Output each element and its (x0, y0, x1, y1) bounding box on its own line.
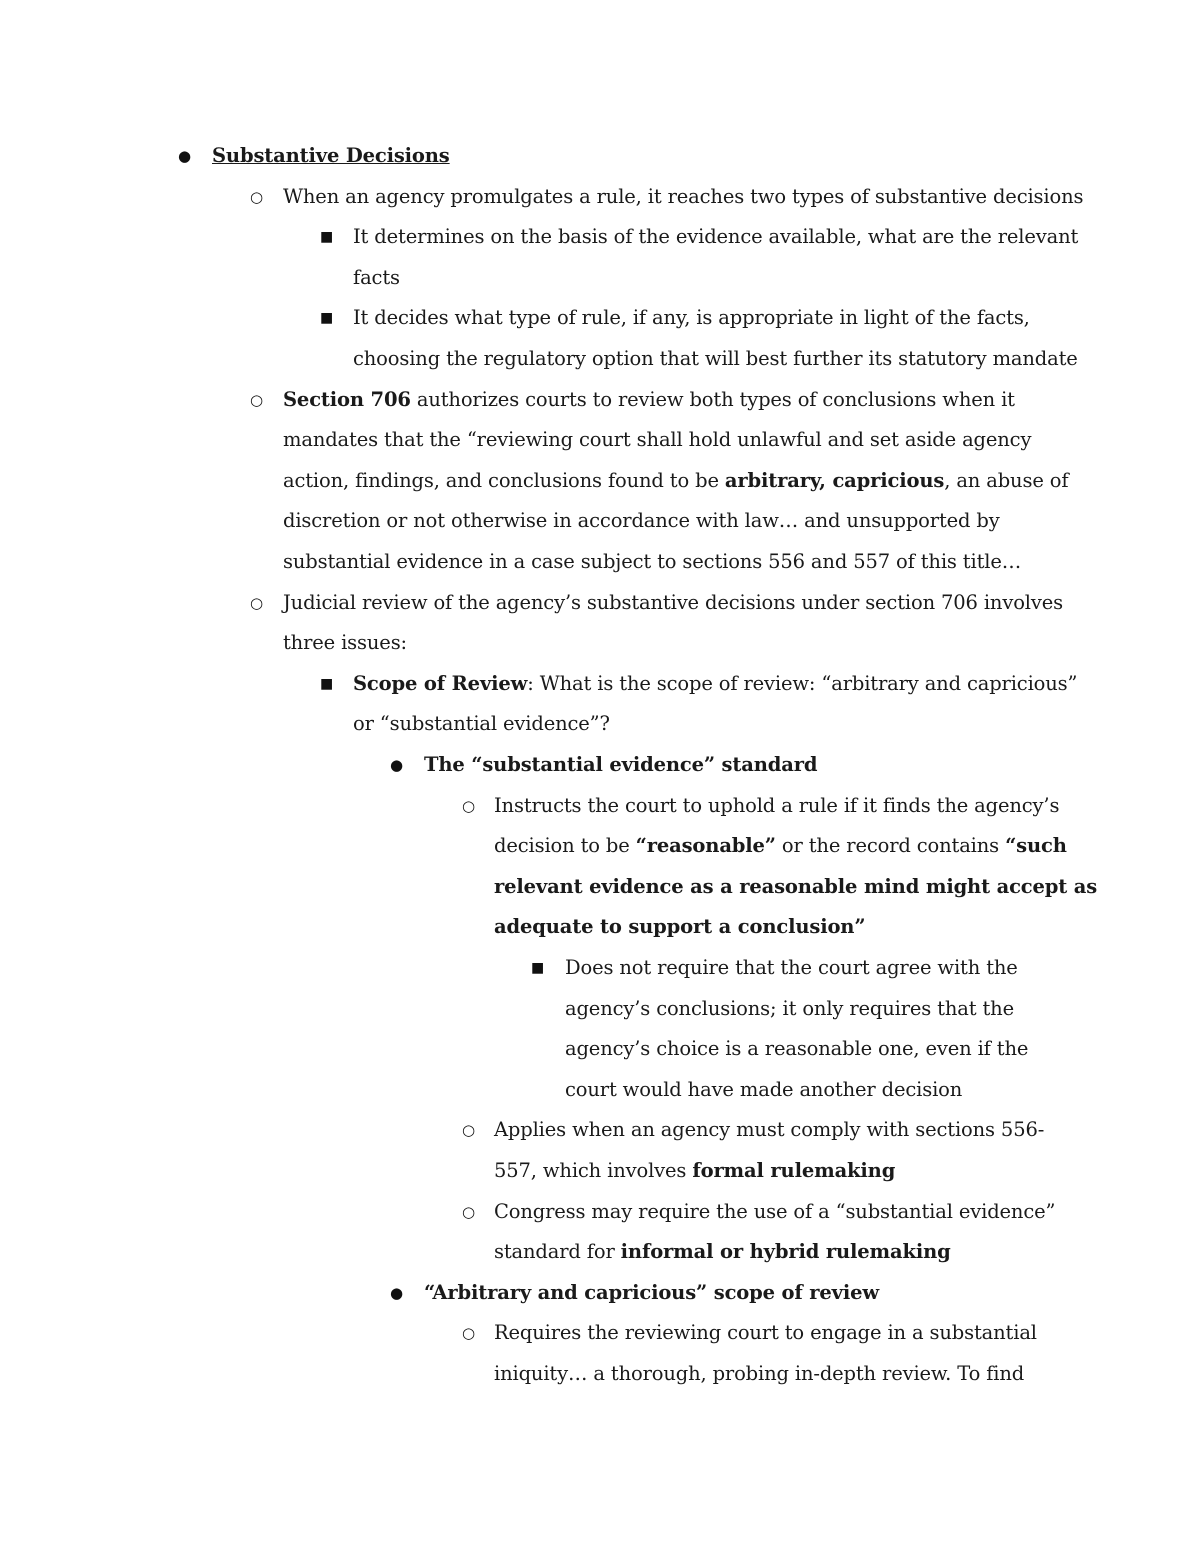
bold-text: adequate to support a conclusion” (494, 915, 866, 939)
outline-line (283, 177, 1083, 218)
line-text: substantial evidence in a case subject to sections 556 and 557 of this title… (283, 550, 1022, 573)
outline-line (494, 1313, 1037, 1354)
line-text: or the record contains (775, 834, 1006, 858)
outline-line (494, 867, 1097, 908)
outline-line (283, 461, 1068, 502)
outline-line (494, 1110, 1044, 1151)
line-text: Instructs the court to uphold a rule if it finds the agency’s (494, 793, 1060, 817)
disc-bullet-icon: ● (390, 756, 404, 774)
line-text: , an abuse of (944, 468, 1069, 492)
disc-bullet-icon: ● (390, 1283, 404, 1302)
line-text: Does not require that the court agree with the (565, 956, 1018, 979)
outline-line (283, 501, 1000, 542)
outline-line (565, 989, 1014, 1030)
outline-line (424, 745, 817, 786)
line-text: standard for (494, 1240, 621, 1264)
outline-line (283, 623, 407, 664)
outline-line (353, 298, 1030, 339)
line-text: 557, which involves (494, 1159, 693, 1182)
line-text: agency’s choice is a reasonable one, even if the (565, 1037, 1029, 1061)
outline-line (565, 1029, 1028, 1070)
outline-line (212, 136, 450, 177)
line-text: It determines on the basis of the evidence available, what are the relevant (353, 225, 1079, 249)
circle-bullet-icon: ○ (250, 187, 264, 206)
square-bullet-icon: ■ (320, 229, 334, 246)
bold-text: “such (1005, 834, 1067, 858)
line-text: facts (353, 265, 400, 289)
line-text: Judicial review of the agency’s substantive decisions under section 706 involves (283, 590, 1063, 614)
outline-line (353, 258, 400, 299)
bold-text: Scope of Review (353, 671, 528, 695)
line-text: Requires the reviewing court to engage in a substantial (494, 1321, 1037, 1345)
line-text: three issues: (283, 631, 407, 655)
line-text: It decides what type of rule, if any, is appropriate in light of the facts, (353, 306, 1030, 330)
outline-line (353, 339, 1078, 380)
outline-line (565, 1070, 962, 1111)
line-text: or “substantial evidence”? (353, 712, 610, 736)
bold-text: “reasonable” (635, 834, 776, 858)
bold-text: informal or hybrid rulemaking (620, 1240, 951, 1264)
bold-text: formal rulemaking (692, 1159, 896, 1182)
line-text: choosing the regulatory option that will best further its statutory mandate (353, 347, 1078, 370)
bold-text: “Arbitrary and capricious” scope of review (424, 1280, 879, 1304)
line-text: : What is the scope of review: “arbitrary and capricious” (527, 671, 1078, 695)
line-text: Applies when an agency must comply with sections 556- (494, 1118, 1045, 1142)
bold-text: arbitrary, capricious (724, 468, 945, 492)
square-bullet-icon: ■ (531, 960, 545, 976)
outline-line (353, 704, 610, 745)
outline-line (353, 664, 1077, 705)
outline-line (494, 786, 1059, 827)
outline-line (283, 380, 1015, 421)
line-text: action, findings, and conclusions found to be (283, 468, 725, 492)
outline-line (494, 1354, 1024, 1395)
bold-text: Substantive Decisions (212, 144, 450, 167)
line-text: When an agency promulgates a rule, it reaches two types of substantive decisions (283, 184, 1084, 208)
outline-line (494, 1192, 1055, 1233)
circle-bullet-icon: ○ (462, 1202, 476, 1221)
line-text: authorizes courts to review both types of conclusions when it (410, 387, 1015, 411)
outline-line (424, 1273, 879, 1314)
outline-line (283, 542, 1021, 583)
disc-bullet-icon: ● (178, 147, 192, 165)
outline-line (494, 1232, 951, 1273)
outline-line (494, 1151, 895, 1192)
circle-bullet-icon: ○ (462, 1324, 476, 1343)
line-text: mandates that the “reviewing court shall hold unlawful and set aside agency (283, 428, 1032, 452)
outline-line (494, 907, 865, 948)
outline-line (353, 217, 1078, 258)
line-text: discretion or not otherwise in accordance with law… and unsupported by (283, 509, 1000, 533)
square-bullet-icon: ■ (320, 310, 334, 327)
line-text: agency’s conclusions; it only requires that the (565, 996, 1014, 1020)
bold-text: relevant evidence as a reasonable mind might accept as (494, 874, 1098, 898)
outline-line (283, 583, 1063, 624)
square-bullet-icon: ■ (320, 675, 334, 692)
line-text: court would have made another decision (565, 1077, 963, 1101)
outline-line (283, 420, 1031, 461)
line-text: iniquity… a thorough, probing in-depth review. To find (494, 1362, 1025, 1385)
outline-line (494, 826, 1067, 867)
circle-bullet-icon: ○ (462, 796, 476, 815)
bold-text: Section 706 (283, 387, 411, 411)
circle-bullet-icon: ○ (250, 390, 264, 409)
circle-bullet-icon: ○ (462, 1121, 476, 1140)
outline-line (565, 948, 1018, 989)
line-text: decision to be (494, 834, 636, 858)
bold-text: The “substantial evidence” standard (424, 753, 818, 776)
circle-bullet-icon: ○ (250, 593, 264, 612)
line-text: Congress may require the use of a “substantial evidence” (494, 1199, 1056, 1223)
